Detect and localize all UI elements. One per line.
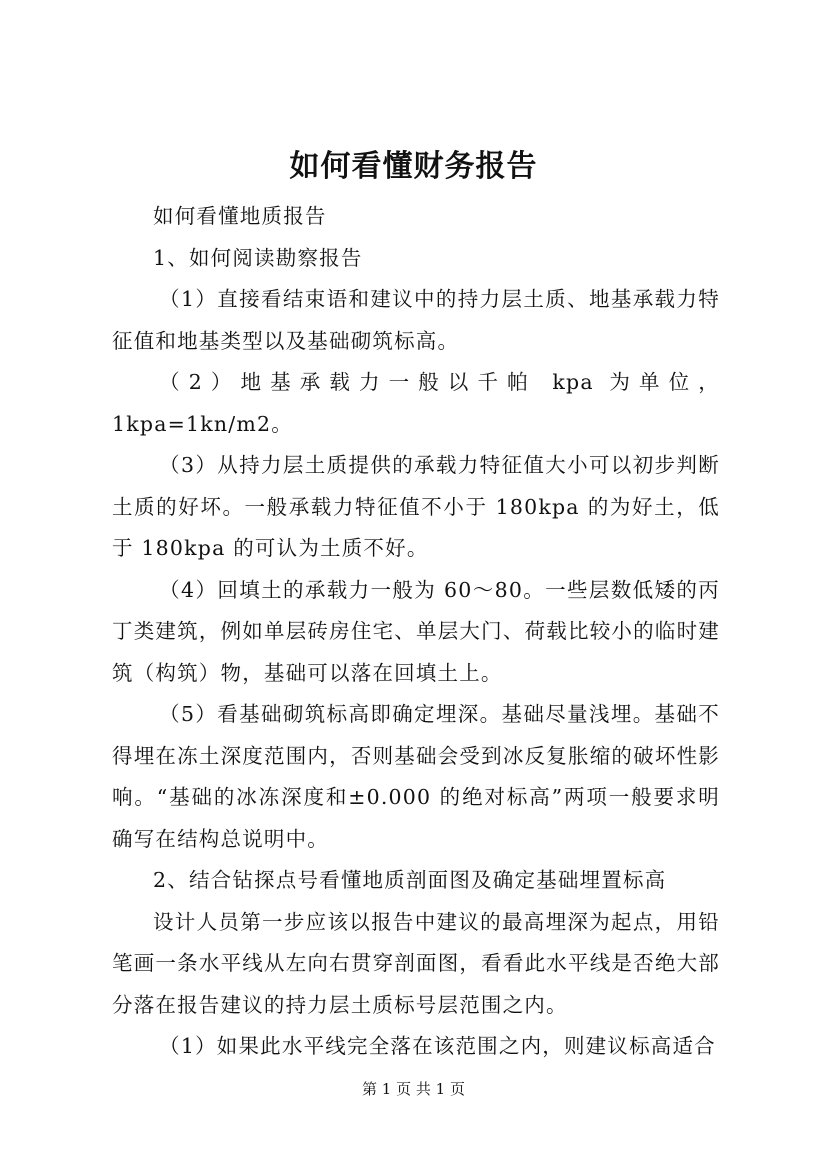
paragraph: 1、如何阅读勘察报告 <box>153 245 363 270</box>
paragraph: （5）看基础砌筑标高即确定埋深。基础尽量浅埋。基础不得埋在冻土深度范围内，否则基础会受到冰反复胀缩的破坏性影响。“基础的冰冻深度和±0.000 的绝对标高”两项一般要求明确写在结构总说明中。 <box>112 702 720 851</box>
paragraph: （1）直接看结束语和建议中的持力层土质、地基承载力特征值和地基类型以及基础砌筑标高。 <box>112 287 720 353</box>
paragraph: （1）如果此水平线完全落在该范围之内，则建议标高适合 <box>159 1034 716 1058</box>
document-title: 如何看懂财务报告 <box>289 149 538 184</box>
paragraph: （4）回填土的承载力一般为 60～80。一些层数低矮的丙丁类建筑，例如单层砖房住宅、单层大门、荷载比较小的临时建筑（构筑）物，基础可以落在回填土上。 <box>112 577 720 685</box>
paragraph: 2、结合钻探点号看懂地质剖面图及确定基础埋置标高 <box>153 868 667 892</box>
paragraph: 设计人员第一步应该以报告中建议的最高埋深为起点，用铅笔画一条水平线从左向右贯穿剖面图，看看此水平线是否绝大部分落在报告建议的持力层土质标号层范围之内。 <box>112 909 720 1017</box>
page-footer: 第 1 页 共 1 页 <box>362 1080 465 1098</box>
paragraph: 如何看懂地质报告 <box>153 204 327 228</box>
document-body <box>112 196 720 1068</box>
paragraph: （2）地基承载力一般以千帕 kpa 为单位，1kpa=1kn/m2。 <box>112 370 720 436</box>
paragraph: （3）从持力层土质提供的承载力特征值大小可以初步判断土质的好坏。一般承载力特征值不小于 180kpa 的为好土，低于 180kpa 的可认为土质不好。 <box>112 453 720 560</box>
